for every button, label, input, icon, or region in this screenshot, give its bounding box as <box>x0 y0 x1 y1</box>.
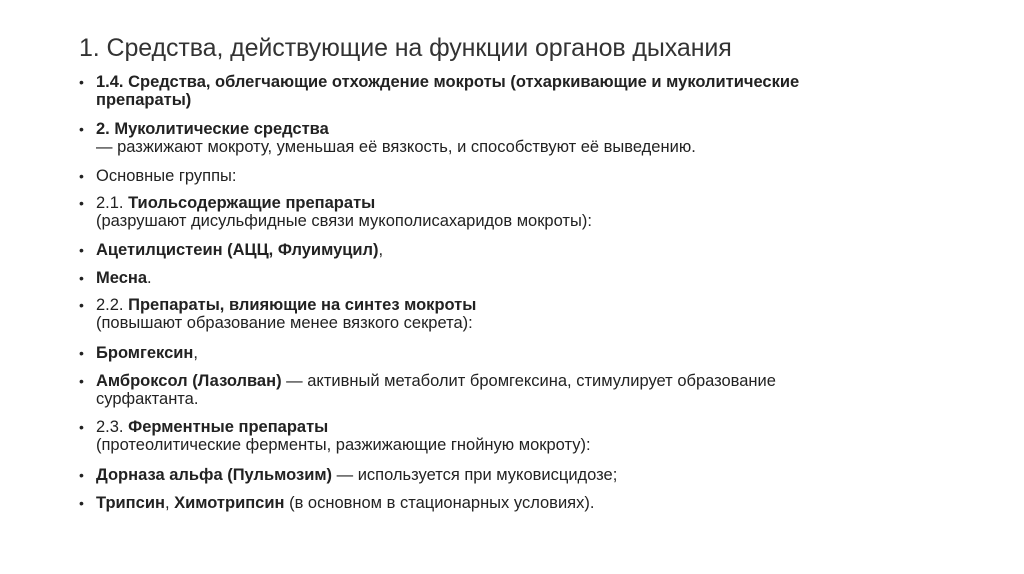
item-tail: (в основном в стационарных условиях). <box>284 494 595 512</box>
bullet-icon: • <box>79 467 84 483</box>
item-description: (протеолитические ферменты, разжижающие гнойную мокроту): <box>96 436 591 454</box>
item-tail: . <box>147 269 152 287</box>
item-number: 2.2. <box>96 296 129 314</box>
item-description: сурфактанта. <box>96 390 199 408</box>
item-tail: , <box>193 344 198 362</box>
item-tail: , <box>378 241 384 259</box>
bullet-icon: • <box>79 373 84 389</box>
bullet-icon: • <box>79 419 84 435</box>
item-tail: — активный метаболит бромгексина, стимулирует образование <box>281 372 776 390</box>
bullet-icon: • <box>79 297 84 313</box>
item-number: 2.3. <box>96 418 129 436</box>
item-heading: 1.4. Средства, облегчающие отхождение мокроты (отхаркивающие и муколитические <box>96 73 800 91</box>
item-separator: , <box>164 494 175 512</box>
drug-name: Ацетилцистеин (АЦЦ, Флуимуцил) <box>96 241 379 259</box>
bullet-icon: • <box>79 195 84 211</box>
bullet-icon: • <box>79 121 84 137</box>
item-heading: Препараты, влияющие на синтез мокроты <box>128 296 477 314</box>
item-heading: Тиольсодержащие препараты <box>128 194 376 212</box>
drug-name: Дорназа альфа (Пульмозим) <box>96 466 333 484</box>
item-description: (разрушают дисульфидные связи мукополисахаридов мокроты): <box>96 212 592 230</box>
drug-name: Бромгексин <box>96 344 194 362</box>
drug-name: Амброксол (Лазолван) <box>96 372 282 390</box>
drug-name: Трипсин <box>96 494 165 512</box>
bullet-icon: • <box>79 168 84 184</box>
drug-name: Месна <box>96 269 148 287</box>
item-description: — разжижают мокроту, уменьшая её вязкость, и способствуют её выведению. <box>96 138 696 156</box>
bullet-icon: • <box>79 270 84 286</box>
item-heading: Ферментные препараты <box>128 418 329 436</box>
drug-name: Химотрипсин <box>174 494 285 512</box>
bullet-icon: • <box>79 242 84 258</box>
item-heading: 2. Муколитические средства <box>96 120 329 138</box>
bullet-icon: • <box>79 345 84 361</box>
item-text: Основные группы: <box>96 167 237 185</box>
slide-title: 1. Средства, действующие на функции органов дыхания <box>79 34 732 62</box>
item-number: 2.1. <box>96 194 129 212</box>
item-description: (повышают образование менее вязкого секрета): <box>96 314 473 332</box>
item-tail: — используется при муковисцидозе; <box>332 466 618 484</box>
bullet-icon: • <box>79 495 84 511</box>
item-heading-continued: препараты) <box>96 91 192 109</box>
bullet-icon: • <box>79 74 84 90</box>
